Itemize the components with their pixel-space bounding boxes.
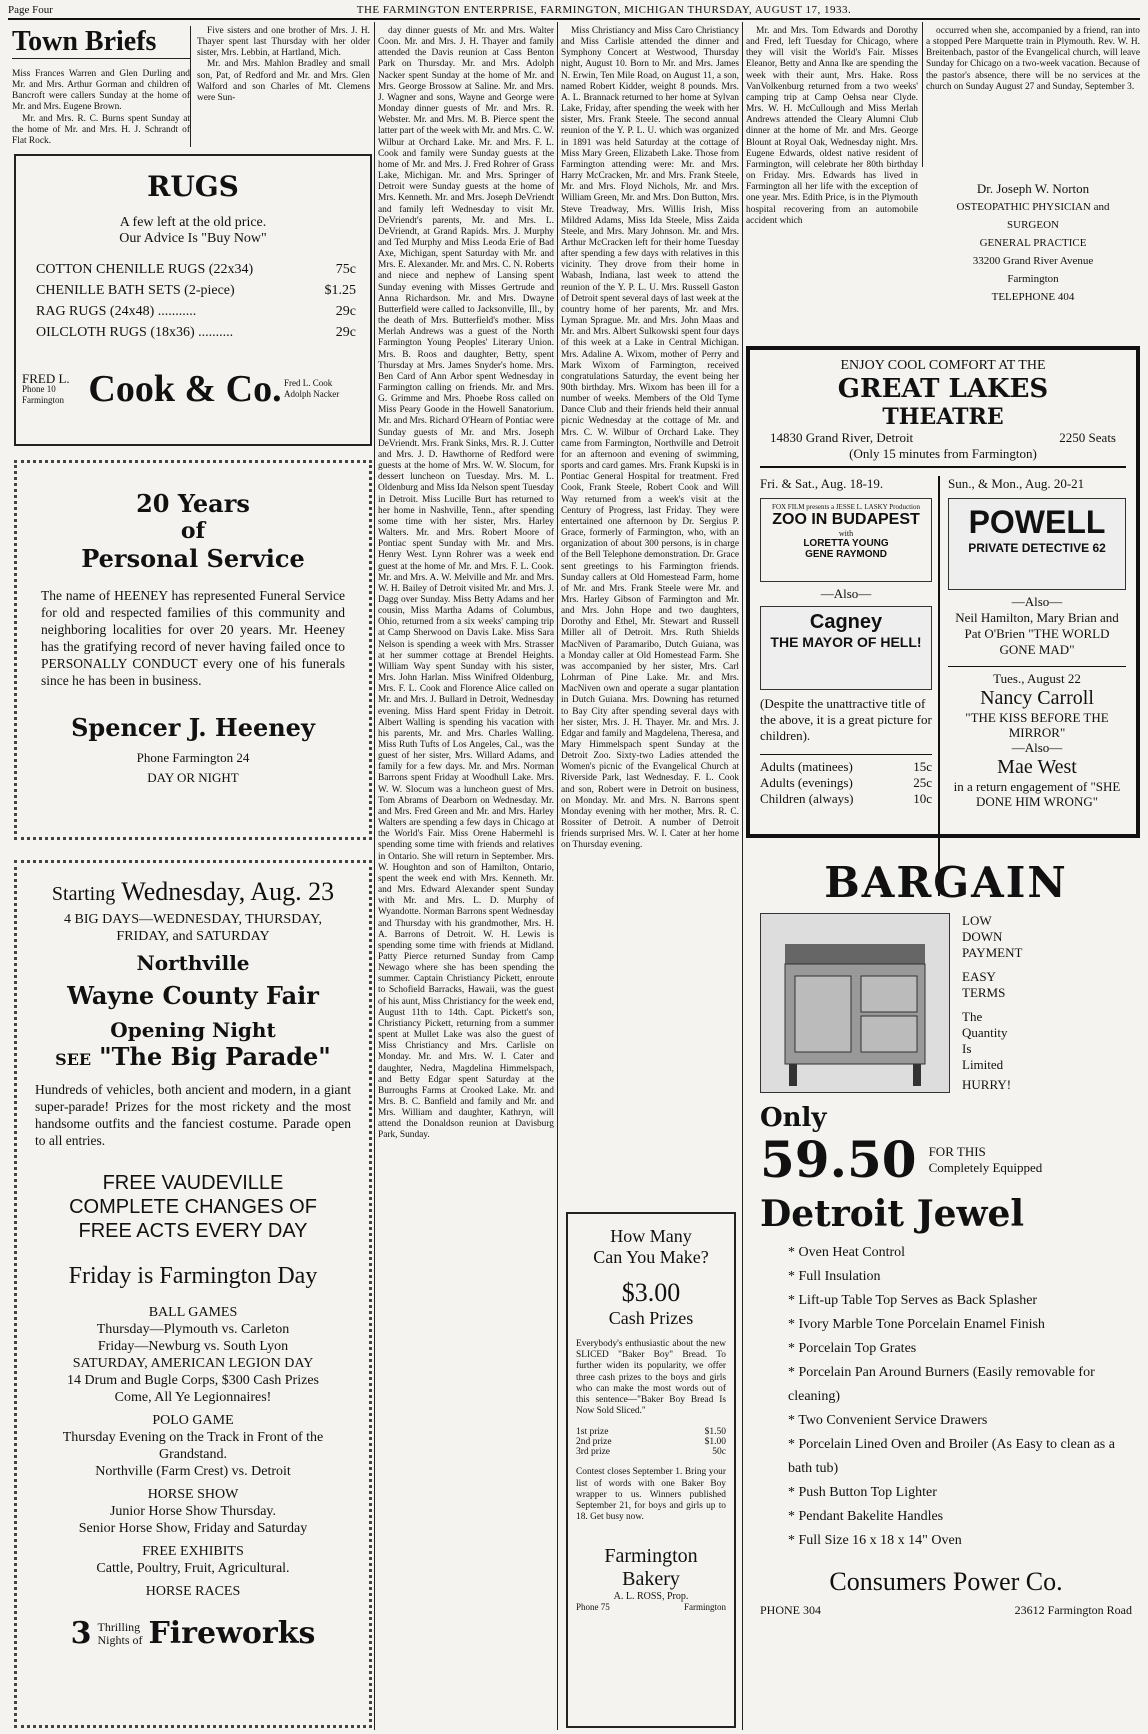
film-title: ZOO IN BUDAPEST xyxy=(772,511,920,528)
theatre-tue-film: "THE KISS BEFORE THE MIRROR" xyxy=(965,710,1109,740)
rugs-advice: Our Advice Is "Buy Now" xyxy=(119,231,267,246)
price-amount: 10c xyxy=(913,791,932,806)
bakery-title: How Many xyxy=(610,1226,692,1246)
rugs-phone: Phone 10 xyxy=(22,383,56,394)
feature-text: Lift-up Table Top Serves as Back Splasher xyxy=(798,1293,1038,1308)
bullet-icon: * xyxy=(788,1413,799,1428)
bakery-name: Bakery xyxy=(622,1568,680,1591)
fair-horse: HORSE SHOW xyxy=(147,1487,239,1502)
rug-price: $1.25 xyxy=(324,283,356,298)
film-star: POWELL xyxy=(968,504,1106,540)
fair-drum: 14 Drum and Bugle Corps, $300 Cash Prizes xyxy=(67,1373,319,1388)
bakery-title: Can You Make? xyxy=(593,1247,709,1267)
bakery-town: Farmington xyxy=(684,1602,726,1613)
bakery-prize-list xyxy=(576,1427,726,1457)
rugs-town: Farmington xyxy=(22,394,64,405)
heeney-name: Spencer J. Heeney xyxy=(71,713,315,742)
price-label: Children (always) xyxy=(760,791,854,806)
bargain-qty: The xyxy=(962,1009,983,1024)
rug-price: 75c xyxy=(335,262,356,277)
bullet-icon: * xyxy=(788,1269,799,1284)
bullet-icon: * xyxy=(788,1509,799,1524)
bargain-brand: Detroit Jewel xyxy=(760,1193,1025,1235)
prize-label: 1st prize xyxy=(576,1427,609,1438)
rug-row xyxy=(22,280,364,301)
prize-row xyxy=(576,1437,726,1447)
bargain-easy: EASY xyxy=(962,969,996,984)
feature-text: Porcelain Top Grates xyxy=(798,1341,917,1356)
bargain-qty: Limited xyxy=(962,1057,1004,1072)
bakery-contest: Contest closes September 1. Bring your list of words with one Baker Boy wrapper to us. Winners published September 21, for boys and girls up to 18. Get busy now. xyxy=(576,1467,726,1523)
rugs-ad xyxy=(14,154,372,446)
bargain-low: PAYMENT xyxy=(962,945,1023,960)
fair-fireworks-count: 3 xyxy=(70,1616,92,1651)
theatre-fri-date: Fri. & Sat., Aug. 18-19. xyxy=(760,476,884,491)
bakery-ad xyxy=(566,1212,736,1728)
theatre-tue-date: Tues., August 22 xyxy=(948,666,1126,687)
fair-horse-line: Senior Horse Show, Friday and Saturday xyxy=(78,1521,308,1536)
rug-name: COTTON CHENILLE RUGS (22x34) xyxy=(36,262,254,277)
feature-item xyxy=(760,1361,1132,1409)
feature-item xyxy=(760,1433,1132,1481)
norton-practice: GENERAL PRACTICE xyxy=(979,237,1087,249)
fair-legion: SATURDAY, AMERICAN LEGION DAY xyxy=(72,1356,314,1371)
stove-illustration xyxy=(761,914,949,1092)
theatre-also: —Also— xyxy=(1011,594,1063,609)
news-text: occurred when she, accompanied by a friend, ran into a stopped Pere Marquette train in Plymouth. Rev. W. H. Breitenbach, pastor of the Evangelical church, will leave Sunday for Chicago on a two-week vacation. Because of the pastor's absence, there will be no services at the church on Sunday August 27 and Sunday, September 3. xyxy=(926,26,1140,92)
rugs-owner: Adolph Nacker xyxy=(284,389,340,399)
bargain-for-this: FOR THIS xyxy=(928,1144,986,1159)
norton-title: OSTEOPATHIC PHYSICIAN and xyxy=(956,201,1110,213)
fair-exhibits: FREE EXHIBITS xyxy=(142,1544,244,1559)
theatre-seats: 2250 Seats xyxy=(1059,430,1116,445)
film-stars: GENE RAYMOND xyxy=(805,549,887,560)
news-column-5 xyxy=(746,26,918,226)
news-column-3 xyxy=(378,26,554,1730)
fair-game: Friday—Newburg vs. South Lyon xyxy=(97,1339,289,1354)
price-row xyxy=(760,759,932,775)
feature-item xyxy=(760,1505,1132,1529)
feature-text: Porcelain Pan Around Burners (Easily removable for cleaning) xyxy=(788,1365,1095,1404)
page-header xyxy=(8,4,1140,20)
store-name: Cook & Co. xyxy=(88,368,282,410)
fair-races: HORSE RACES xyxy=(145,1584,241,1599)
prize-row xyxy=(576,1427,726,1437)
bargain-price: 59.50 xyxy=(760,1130,917,1189)
fair-ad xyxy=(14,860,372,1728)
heeney-phone: Phone Farmington 24 xyxy=(136,750,250,765)
fair-polo: POLO GAME xyxy=(152,1413,234,1428)
feature-text: Push Button Top Lighter xyxy=(798,1485,937,1500)
bakery-phone: Phone 75 xyxy=(576,1602,610,1613)
bargain-easy: TERMS xyxy=(962,985,1006,1000)
town-briefs-title: Town Briefs xyxy=(12,26,190,59)
fair-fireworks-label: Nights of xyxy=(97,1632,143,1647)
feature-text: Two Convenient Service Drawers xyxy=(798,1413,988,1428)
price-label: Adults (matinees) xyxy=(760,759,853,774)
bargain-equipped: Completely Equipped xyxy=(928,1160,1043,1175)
prize-label: 3rd prize xyxy=(576,1447,611,1458)
heeney-body: The name of HEENEY has represented Funeral Service for old and respected families of this community and neighboring localities for over 20 years. Mr. Heeney has the gratifying record of never having failed once to PERSONALLY CONDUCT every one of his funerals since he has been in business. xyxy=(41,588,345,688)
theatre-minutes: (Only 15 minutes from Farmington) xyxy=(760,446,1126,468)
price-row xyxy=(760,775,932,791)
fair-parade: "The Big Parade" xyxy=(99,1042,331,1071)
fair-vaudeville: FREE VAUDEVILLE xyxy=(102,1172,284,1194)
rug-price: 29c xyxy=(335,304,356,319)
heeney-hours: DAY OR NIGHT xyxy=(147,770,239,785)
feature-text: Full Insulation xyxy=(798,1269,881,1284)
bullet-icon: * xyxy=(788,1485,799,1500)
heeney-title: Personal Service xyxy=(81,544,305,573)
fair-opening: Opening Night xyxy=(110,1018,276,1042)
column-rule xyxy=(557,22,558,1730)
film-presenter: FOX FILM presents a JESSE L. LASKY Production xyxy=(772,503,920,511)
feature-text: Porcelain Lined Oven and Broiler (As Easy to clean as a bath tub) xyxy=(788,1437,1115,1476)
fair-vaudeville: FREE ACTS EVERY DAY xyxy=(78,1220,308,1242)
feature-item xyxy=(760,1265,1132,1289)
bargain-address: 23612 Farmington Road xyxy=(1014,1603,1132,1617)
fair-days: 4 BIG DAYS—WEDNESDAY, THURSDAY, FRIDAY, and SATURDAY xyxy=(64,912,322,944)
feature-item xyxy=(760,1289,1132,1313)
fair-game: Thursday—Plymouth vs. Carleton xyxy=(96,1322,290,1337)
bargain-qty: Is xyxy=(962,1041,972,1056)
norton-address: 33200 Grand River Avenue xyxy=(972,255,1094,267)
feature-item xyxy=(760,1409,1132,1433)
masthead: THE FARMINGTON ENTERPRISE, FARMINGTON, MICHIGAN THURSDAY, AUGUST 17, 1933. xyxy=(356,4,852,16)
film-title: THE MAYOR OF HELL! xyxy=(770,634,922,650)
fair-ball-games: BALL GAMES xyxy=(148,1305,238,1320)
theatre-name: THEATRE xyxy=(882,404,1004,430)
prize-row xyxy=(576,1447,726,1457)
column-rule xyxy=(742,22,743,1730)
bakery-prop: A. L. ROSS, Prop. xyxy=(613,1591,689,1603)
fair-horse-line: Junior Horse Show Thursday. xyxy=(109,1504,277,1519)
theatre-tagline: ENJOY COOL COMFORT AT THE xyxy=(840,358,1046,373)
rugs-line: A few left at the old price. xyxy=(119,215,267,230)
brief-item: Mr. and Mrs. R. C. Burns spent Sunday at the home of Mr. and Mrs. H. J. Schrandt of Flat Rock. xyxy=(12,113,190,146)
feature-text: Pendant Bakelite Handles xyxy=(798,1509,944,1524)
news-text: day dinner guests of Mr. and Mrs. Walter Coon. Mr. and Mrs. J. H. Thayer and family attended the Davis reunion at Cass Benton Park on Thursday. Mr. and Mrs. Adolph Nacker spent Sunday at the home of Mr. and Mrs. George Brossow at Saline. Mr. and Mrs. J. Wagner and sons, Wayne and George were Monday dinner guests of Mr. and Mrs. R. Webster. Mr. and Mrs. M. B. Pierce spent the latter part of the week with Mr. and Mrs. C. W. Wilbur at Orchard Lake. Mr. and Mrs. F. L. Cook and family were Sunday guests at the home of Mr. and Mrs. J. Fred Rohrer of Grass Lake, Michigan. Mr. and Mrs. Springer of Detroit were Sunday guests at the home of Mrs. Kenneth. Mr. and Mrs. Joseph DeVriendt and family left Wednesday to visit Mr. DeVriendt's parents, Mr. and Mrs. L. DeVriendt, at Grand Rapids. Mrs. J. Murphy and Ted Murphy and Miss Leoda Erie of Bad Axe, Michigan, spent Saturday with Mr. and Mrs. E. Alexander. Mr. and Mrs. C. N. Roberts and niece and nephew of Lansing spent Sunday evening with Misses Gertrude and Anna Richardson. Mr. and Mrs. Dwayne Butterfield were called to Jacksonville, Ill., by the death of Mrs. Butterfield's mother. Miss Merlah Andrews was a guest of the North Farmington Young Peoples' Literary Union. Mrs. B. Roos and daughter, Betty, spent Thursday at Mrs. James Snyder's home. Mrs. Ben Card of Ann Arbor spent Wednesday in Farmington calling on friends. Mr. and Mrs. G. Grimme and Mrs. Phoebe Ross called on Miss Peary Goode in the Howell Sanatorium. Mr. and Mrs. Richard O'Hearn of Pontiac were Sunday guests of Mr. and Mrs. Joseph DeVriendt. Mrs. Frank Sinks, Mrs. R. J. Cutter and Mrs. J. D. Hawthorne of Redford were guests at the home of Mrs. W. W. Slocum, for dessert luncheon on Tuesday. Mrs. M. L. Oldenburg and Miss Ida Nelson spent Tuesday in Detroit. Miss Lucille Burt has returned to her home in Nashville, Tenn., after spending some time with her sister, Mrs. Harley Walters. Mr. and Mrs. Robert Moore of Pontiac spent Sunday with Mr. and Mrs. Henry West. Lynn Rohrer was a week end guest at the home of Mr. and Mrs. F. L. Cook. Mr. and Mrs. A. W. Melville and Mr. and Mrs. W. H. Bailey of Detroit visited Mr. and Mrs. J. Dagg over Sunday. Miss Betty Adams and her cousin, Miss Martha Adams of Columbus, Ohio, returned from a six weeks' camping trip at Camp Sherwood on Davis Lake. Miss Sara Nelson is spending a week with Mrs. Strasser at her summer cottage at Brendel Heights. William Way spent Sunday with his sister, Mrs. John Harlan. Miss Winifred Oldenburg, Mrs. F. L. Cook and Florence Alice called on Mr. and Mrs. J. Bullard in Detroit, Wednesday evening. Miss Hard spent Friday in Detroit. Albert Walling is spending his vacation with his parents, Mr. and Mrs. Charles Walling. Miss Ruth Tufts of Los Angeles, Cal., was the guest of her sister, Mrs. Willard Adams, and family for a few days. Mr. and Mrs. Norman Barrons spent Friday at Woodhull Lake. Mrs. W. W. Slocum was a luncheon guest of Mrs. Tom Abrams of Dearborn on Wednesday. Mr. and Mrs. Fred Green and Mr. and Mrs. Harley Walters are spending a few days in Chicago at the World's Fair. Miss Orene Habermehl is spending some time with friends and relatives in Ontario. She will return in September. Mrs. W. Houghton and son of Hamilton, Ontario, spent the week end with Mrs. Kenneth. Mr. and Mrs. Edward Alexander spent Sunday with Mr. and Mrs. L. D. Murphy of Wyandotte. Norman Barrons spent Wednesday and Thursday with his grandmother, Mrs. H. A. Barrons of Detroit. W. H. Lewis is spending some time with friends at Midland. Patty Pierce returned Sunday from Camp Newago where she has been spending the summer. Captain Christiancy Pickett, enroute to Schofield Barracks, Hawaii, was the guest of his aunt, Miss Christiancy for the week end, August 11th to 14th. Capt. Pickett's son, Christiancy Pickett, returning from a summer spent at Mullet Lake was also the guest of Miss Christiancy and Mrs. Carlisle on Monday. Mr. and Mrs. W. I. Cater and daughter, Nedra, Magdelina Himmelspach, and Betty Edgar spent Saturday at the Burroughs Farms at Crooked Lake. Mr. and Mrs. B. C. Banfield and family and Mr. and Mrs. William and daughter, Kathryn, will attend the Donaldson reunion at Davisburg Park, Sunday. xyxy=(378,26,555,1141)
rug-name: RAG RUGS (24x48) ........... xyxy=(36,304,197,319)
fair-polo-line: Northville (Farm Crest) vs. Detroit xyxy=(95,1464,291,1479)
feature-text: Ivory Marble Tone Porcelain Enamel Finish xyxy=(798,1317,1045,1332)
bullet-icon: * xyxy=(788,1437,799,1452)
heeney-ad xyxy=(14,460,372,840)
town-briefs xyxy=(12,26,372,150)
norton-ad xyxy=(926,180,1140,310)
news-text: Miss Christiancy and Miss Caro Christiancy and Miss Carlisle attended the dinner and Symphony Concert at Westwood, Thursday night, August 10. Born to Mr. and Mrs. James N. Erwin, Ten Mile Road, on August 11, a son, named Robert Kidder, weight 8 pounds. Mrs. A. L. Brannack returned to her home at Sylvan Lake, Friday, after spending the week with her sister, Mrs. Frank Steele. The second annual reunion of the Y. P. L. U. which was organized in 1891 was held Saturday at the cottage of Miss Mary Green, Elizabeth Lake. Those from Farmington attending were: Mr. and Mrs. Harry McCracken, Mr. and Mrs. Frank Steele, Mr. and Mrs. Floyd Nichols, Mr. and Mrs. William Green, Mr. and Mrs. Don Button, Mrs. Steve Treadway, Mrs. Willis Irish, Miss Mildred Adams, Miss Ida Steele, Miss Zaida Steele, and Mrs. Mary Johnson. Mr. and Mrs. Arthur McCracken left for their home Tuesday after spending a few days with relatives in this vicinity. They drove from their home in Wabash, Indiana, last week to attend the reunion of the Y. P. L. U. Mrs. Russell Gaston of Detroit spent several days of last week at the country home of her parents, Mr. and Mrs. Lyman Sprague. Mr. and Mrs. John Maas and Mr. and Mrs. Albert Sulkowski spent four days of this week at a Lake in Central Michigan. Mrs. Adaline A. Wixom, mother of Perry and Mark Wixom of Farmington, received congratulations Saturday, the event being her 90th birthday. Mrs. Wixom has been ill for a number of weeks. Members of the Old Tyme Dance Club and their friends held their annual picnic Wednesday at the cottage of Mr. and Mrs. C. W. Wilbur of Orchard Lake. They came from Farmington, Northville and Detroit for an afternoon and evening of swimming, sports and card games. Mrs. Frank Kupski is in Pontiac General Hospital for treatment. Fred Cook, Frank Steele, Robert Cook and Will Way returned from a week's visit at the Century of Progress, last Friday. They were entertained one afternoon by Dr. Sergius P. Grace, formerly of Farmington, who, with an organization of about 300 persons, is in charge of the Bell Telephone demonstration. Dr. Grace sent greetings to his Farmington friends. Sunday callers at Old Homestead Farm, home of Mr. and Mrs. Frank Steele were Mr. and Mrs. Harley Gibson of Farmington and Mr. and Mrs. John Hope and two daughters, Dorothy and Ethel, Mr. Stewart and Russell Miller all of Detroit. Mrs. Ruth Shields MacNiven of Paramaribo, Dutch Guiana, was a Monday caller at Old Homestead Farm. She was accompanied by her sister, Mrs. Carl Lohrman of Pine Lake. Mr. and Mrs. MacNiven own and operate a sugar plantation in Dutch Guiana. Mrs. Downing has returned to Bay City after spending several days with her sister, Mrs. J. H. Thayer. Mr. and Mrs. J. Edgar and family and Magdelena, Theresa, and Mary Himmelspach spent Sunday at the Detroit Zoo. Sixty-two Ladies attended the Women's picnic of the Evangelical Church at Riverside Park, last Wednesday. F. L. Cook and son, Robert were in Detroit on business, on Monday. Mr. and Mrs. N. Barrons spent Monday evening with her mother, Mrs. R. C. Rossiter of Detroit. A number of Detroit friends surprised Mrs. W. I. Cater at her home on Thursday evening. xyxy=(561,26,739,851)
fair-vaudeville: COMPLETE CHANGES OF xyxy=(69,1196,317,1218)
theatre-tue-note: in a return engagement of "SHE DONE HIM WRONG" xyxy=(953,779,1121,809)
fair-date: Wednesday, Aug. 23 xyxy=(121,877,335,906)
norton-phone: TELEPHONE 404 xyxy=(991,291,1075,303)
theatre-ad xyxy=(746,346,1140,838)
prize-amount: 50c xyxy=(712,1447,726,1458)
film-stars: LORETTA YOUNG xyxy=(803,538,889,549)
bargain-ad xyxy=(752,852,1140,1728)
column-rule xyxy=(922,22,923,167)
fair-name: Wayne County Fair xyxy=(67,981,319,1010)
fair-polo-line: Thursday Evening on the Track in Front of the Grandstand. xyxy=(62,1430,324,1462)
news-column-6 xyxy=(926,26,1140,100)
theatre-note: (Despite the unattractive title of the above, it is a great picture for children). xyxy=(760,696,932,743)
news-text: Mr. and Mrs. Tom Edwards and Dorothy and Fred, left Tuesday for Chicago, where they will visit the World's Fair. Misses Eleanor, Betty and Anna Ike are spending the week with their aunt, Mrs. Hake. Ross VanVolkenburg returned from a two weeks' camping trip at Camp Oehsa near Clyde. Mrs. W. H. McCullough and Miss Merlah Andrews attended the Cleary Alumni Club dinner at the home of Mr. and Mrs. George Blount at Royal Oak, Wednesday night. Mrs. Eugene Edwards, oldest native resident of Farmington, will celebrate her 80th birthday on Friday. Mrs. Edwards has lived in Farmington all her life with the exception of one year. Mrs. Edith Price, is in the Plymouth hospital recovering from an automobile accident which xyxy=(746,26,918,226)
theatre-tue-star: Nancy Carroll xyxy=(980,687,1094,709)
feature-item xyxy=(760,1241,1132,1265)
theatre-also: —Also— xyxy=(1011,740,1063,755)
feature-text: Full Size 16 x 18 x 14" Oven xyxy=(798,1533,962,1548)
theatre-prices xyxy=(760,754,932,807)
rug-row xyxy=(22,322,364,343)
feature-item xyxy=(760,1529,1132,1553)
column-rule xyxy=(374,22,375,1730)
film-with: with xyxy=(838,529,854,538)
bargain-low: DOWN xyxy=(962,929,1003,944)
theatre-address: 14830 Grand River, Detroit xyxy=(770,430,914,445)
stove-image xyxy=(760,913,950,1093)
bakery-name: Farmington xyxy=(604,1545,698,1568)
price-amount: 25c xyxy=(913,775,932,790)
bargain-low: LOW xyxy=(962,913,992,928)
rugs-owner: Fred L. Cook xyxy=(284,378,333,388)
prize-amount: $1.50 xyxy=(704,1427,726,1438)
fair-fireworks: Fireworks xyxy=(148,1616,316,1651)
rug-price-list xyxy=(22,259,364,343)
fair-see: SEE xyxy=(55,1050,92,1069)
heeney-title: of xyxy=(180,518,206,544)
theatre-tue-second: Mae West xyxy=(997,756,1077,778)
fair-farmington-day: Friday is Farmington Day xyxy=(68,1263,318,1289)
rugs-left-name: FRED L. xyxy=(22,370,70,386)
theatre-name: GREAT LAKES xyxy=(837,374,1049,404)
theatre-also: —Also— xyxy=(820,586,872,601)
brief-item: Miss Frances Warren and Glen Durling and Mr. and Mrs. Arthur Gorman and children of Bancroft were callers Sunday at the home of Mr. and Mrs. Eugene Brown. xyxy=(12,69,190,113)
price-row xyxy=(760,791,932,807)
rug-price: 29c xyxy=(335,325,356,340)
bakery-body: Everybody's enthusiastic about the new SLICED "Baker Boy" Bread. To further widen its popularity, we offer three cash prizes to the boys and girls who can make the most words out of this sentence—"Baker Boy Bread Is Now Sold Sliced." xyxy=(576,1339,726,1417)
fair-starting: Starting xyxy=(51,883,116,905)
rug-name: CHENILLE BATH SETS (2-piece) xyxy=(36,283,235,298)
fair-come: Come, All Ye Legionnaires! xyxy=(114,1390,272,1405)
price-amount: 15c xyxy=(913,759,932,774)
bargain-hurry: HURRY! xyxy=(962,1077,1012,1092)
heeney-title: 20 Years xyxy=(136,489,250,518)
price-label: Adults (evenings) xyxy=(760,775,853,790)
bullet-icon: * xyxy=(788,1533,799,1548)
fair-fireworks-label: Thrilling xyxy=(97,1619,141,1634)
theatre-sun-second: Neil Hamilton, Mary Brian and Pat O'Brien "THE WORLD GONE MAD" xyxy=(955,610,1119,657)
fair-exhibits-line: Cattle, Poultry, Fruit, Agricultural. xyxy=(96,1561,290,1576)
bargain-company: Consumers Power Co. xyxy=(829,1567,1063,1596)
feature-item xyxy=(760,1481,1132,1505)
news-column-4 xyxy=(561,26,739,1202)
bargain-only: Only xyxy=(760,1103,827,1133)
prize-amount: $1.00 xyxy=(704,1437,726,1448)
feature-item xyxy=(760,1313,1132,1337)
page-number: Page Four xyxy=(8,4,53,16)
feature-item xyxy=(760,1337,1132,1361)
bakery-prize: $3.00 xyxy=(621,1278,681,1307)
fair-town: Northville xyxy=(136,951,250,975)
rug-row xyxy=(22,259,364,280)
bullet-icon: * xyxy=(788,1317,799,1332)
bullet-icon: * xyxy=(788,1341,799,1356)
stove-feature-list xyxy=(760,1241,1132,1553)
brief-item: Five sisters and one brother of Mrs. J. H. Thayer spent last Thursday with her older sister, Mrs. Lebbin, at Hartland, Mich. xyxy=(197,26,370,59)
norton-town: Farmington xyxy=(1007,273,1059,285)
rug-name: OILCLOTH RUGS (18x36) .......... xyxy=(36,325,234,340)
rugs-title: RUGS xyxy=(147,170,239,203)
rug-row xyxy=(22,301,364,322)
bullet-icon: * xyxy=(788,1293,799,1308)
norton-title: SURGEON xyxy=(1007,219,1059,231)
bargain-phone: PHONE 304 xyxy=(760,1603,822,1617)
bargain-qty: Quantity xyxy=(962,1025,1008,1040)
norton-name: Dr. Joseph W. Norton xyxy=(976,181,1090,196)
theatre-sun-date: Sun., & Mon., Aug. 20-21 xyxy=(948,476,1085,491)
bakery-prize-label: Cash Prizes xyxy=(608,1308,694,1328)
brief-item: Mr. and Mrs. Mahlon Bradley and small son, Pat, of Redford and Mr. and Mrs. Glen Walford and son Charles of Mt. Clemens were Sun- xyxy=(197,59,370,103)
fair-parade-text: Hundreds of vehicles, both ancient and modern, in a giant super-parade! Prizes for the most rickety and the most handsome outfits and the fanciest costume. Parade open to all entries. xyxy=(35,1082,351,1148)
film-star: Cagney xyxy=(809,611,883,633)
feature-text: Oven Heat Control xyxy=(798,1245,906,1260)
theatre-address-row xyxy=(760,430,1126,446)
film-title: PRIVATE DETECTIVE 62 xyxy=(968,541,1106,555)
bargain-title: BARGAIN xyxy=(824,858,1068,907)
prize-label: 2nd prize xyxy=(576,1437,612,1448)
bullet-icon: * xyxy=(788,1365,799,1380)
bullet-icon: * xyxy=(788,1245,799,1260)
